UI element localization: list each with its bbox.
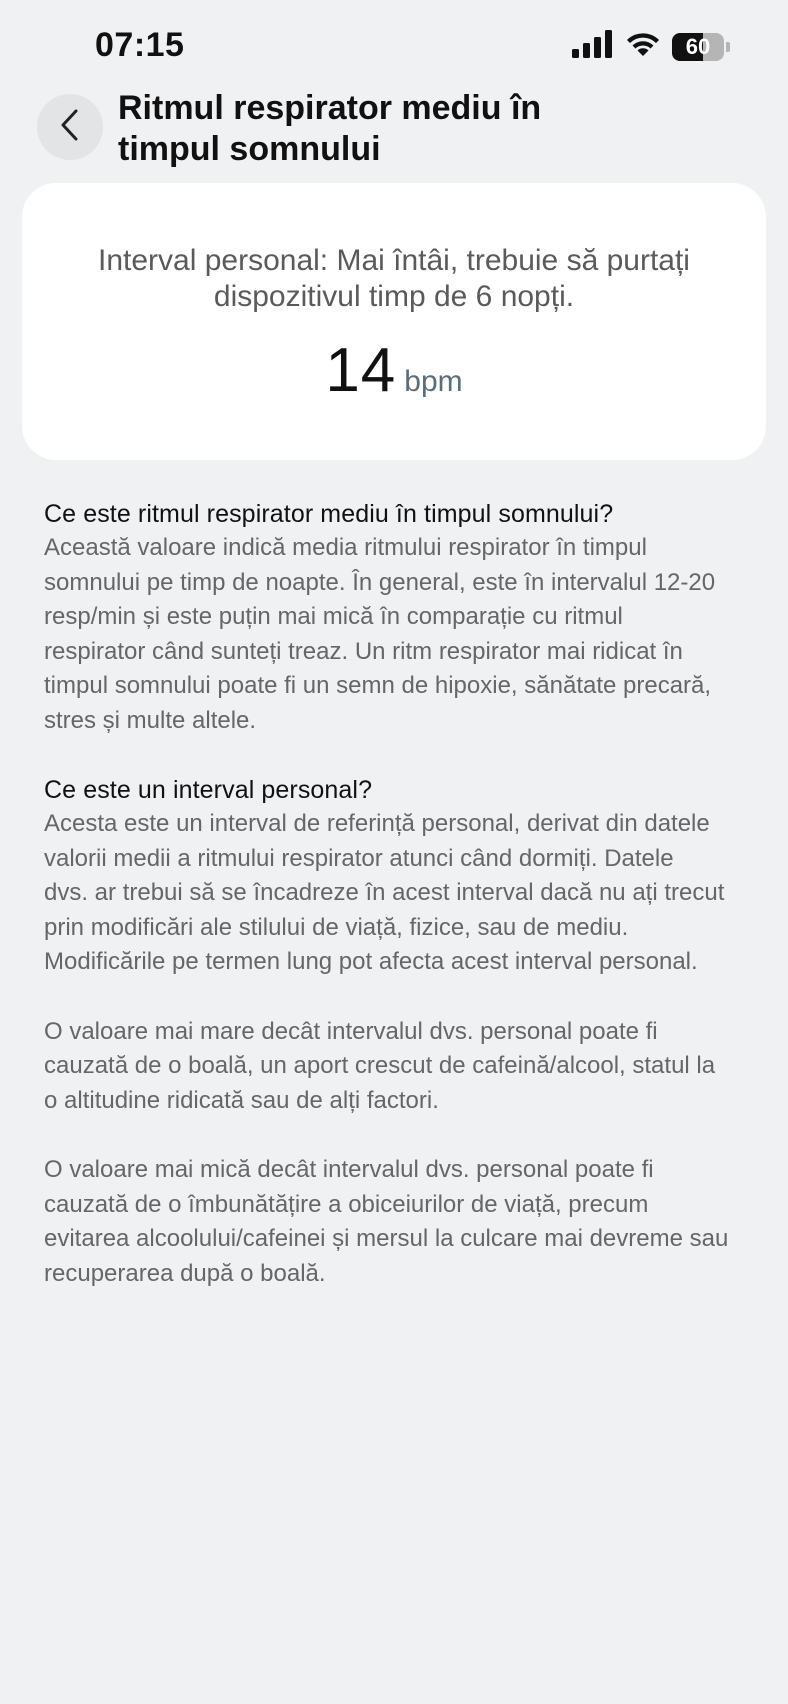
body-line: stres și multe altele. bbox=[44, 706, 257, 734]
section-heading: Ce este un interval personal? bbox=[44, 776, 373, 804]
status-bar bbox=[0, 0, 788, 90]
respiratory-rate-value: 14 bbox=[325, 336, 397, 405]
respiratory-rate-unit: bpm bbox=[404, 365, 463, 398]
paragraph-higher-value bbox=[44, 1015, 750, 1119]
battery-nub bbox=[726, 42, 730, 52]
body-line: prin modificări ale stilului de viață, fizice, sau de mediu. bbox=[44, 913, 629, 941]
personal-range-note bbox=[62, 243, 726, 315]
section-personal-range bbox=[44, 773, 750, 980]
body-line: respirator când sunteți treaz. Un ritm respirator mai ridicat în bbox=[44, 637, 683, 665]
body-line: O valoare mai mare decât intervalul dvs. personal poate fi bbox=[44, 1017, 658, 1045]
battery-level: 60 bbox=[685, 33, 711, 59]
body-line: resp/min și este puțin mai mică în comparație cu ritmul bbox=[44, 603, 623, 630]
body-line: o altitudine ridicată sau de alți factori. bbox=[44, 1086, 439, 1114]
body-line: evitarea alcoolului/cafeinei și mersul la culcare mai devreme sau bbox=[44, 1225, 729, 1252]
body-line: Această valoare indică media ritmului respirator în timpul bbox=[44, 534, 647, 561]
body-line: somnului pe timp de noapte. În general, este în intervalul 12-20 bbox=[44, 568, 716, 596]
paragraph-lower-value bbox=[44, 1153, 750, 1291]
page-title-line-2: timpul somnului bbox=[118, 130, 381, 168]
section-heading: Ce este ritmul respirator mediu în timpul somnului? bbox=[44, 500, 614, 528]
header bbox=[0, 88, 788, 178]
body-line: recuperarea după o boală. bbox=[44, 1259, 326, 1287]
section-body bbox=[44, 807, 750, 980]
summary-card bbox=[22, 183, 766, 460]
body-line: cauzată de o îmbunătățire a obiceiurilor de viață, precum bbox=[44, 1190, 649, 1218]
body-line: timpul somnului poate fi un semn de hipoxie, sănătate precară, bbox=[44, 672, 712, 699]
wifi-icon bbox=[624, 30, 662, 63]
section-body bbox=[44, 531, 750, 738]
page-title bbox=[118, 88, 718, 170]
section-what-is-rate bbox=[44, 497, 750, 738]
body-line: dvs. ar trebui să se încadreze în acest interval dacă nu ați trecut bbox=[44, 879, 725, 906]
chevron-left-icon bbox=[59, 108, 81, 147]
body-line: O valoare mai mică decât intervalul dvs. personal poate fi bbox=[44, 1156, 654, 1183]
personal-range-note-line-1: Interval personal: Mai întâi, trebuie să purtați bbox=[98, 244, 690, 277]
status-icons bbox=[572, 30, 730, 63]
back-button[interactable] bbox=[37, 94, 103, 160]
info-content bbox=[44, 497, 750, 1291]
body-line: cauzată de o boală, un aport crescut de cafeină/alcool, statul la bbox=[44, 1052, 716, 1079]
personal-range-note-line-2: dispozitivul timp de 6 nopți. bbox=[213, 280, 575, 313]
body-line: Modificările pe termen lung pot afecta acest interval personal. bbox=[44, 948, 698, 975]
respiratory-rate-value-row bbox=[22, 335, 766, 406]
battery-icon bbox=[672, 33, 724, 61]
body-line: Acesta este un interval de referință personal, derivat din datele bbox=[44, 810, 710, 837]
cellular-signal-icon bbox=[572, 30, 614, 63]
status-time: 07:15 bbox=[95, 26, 185, 64]
page-title-line-1: Ritmul respirator mediu în bbox=[118, 89, 542, 127]
body-line: valorii medii a ritmului respirator atunci când dormiți. Datele bbox=[44, 844, 674, 872]
